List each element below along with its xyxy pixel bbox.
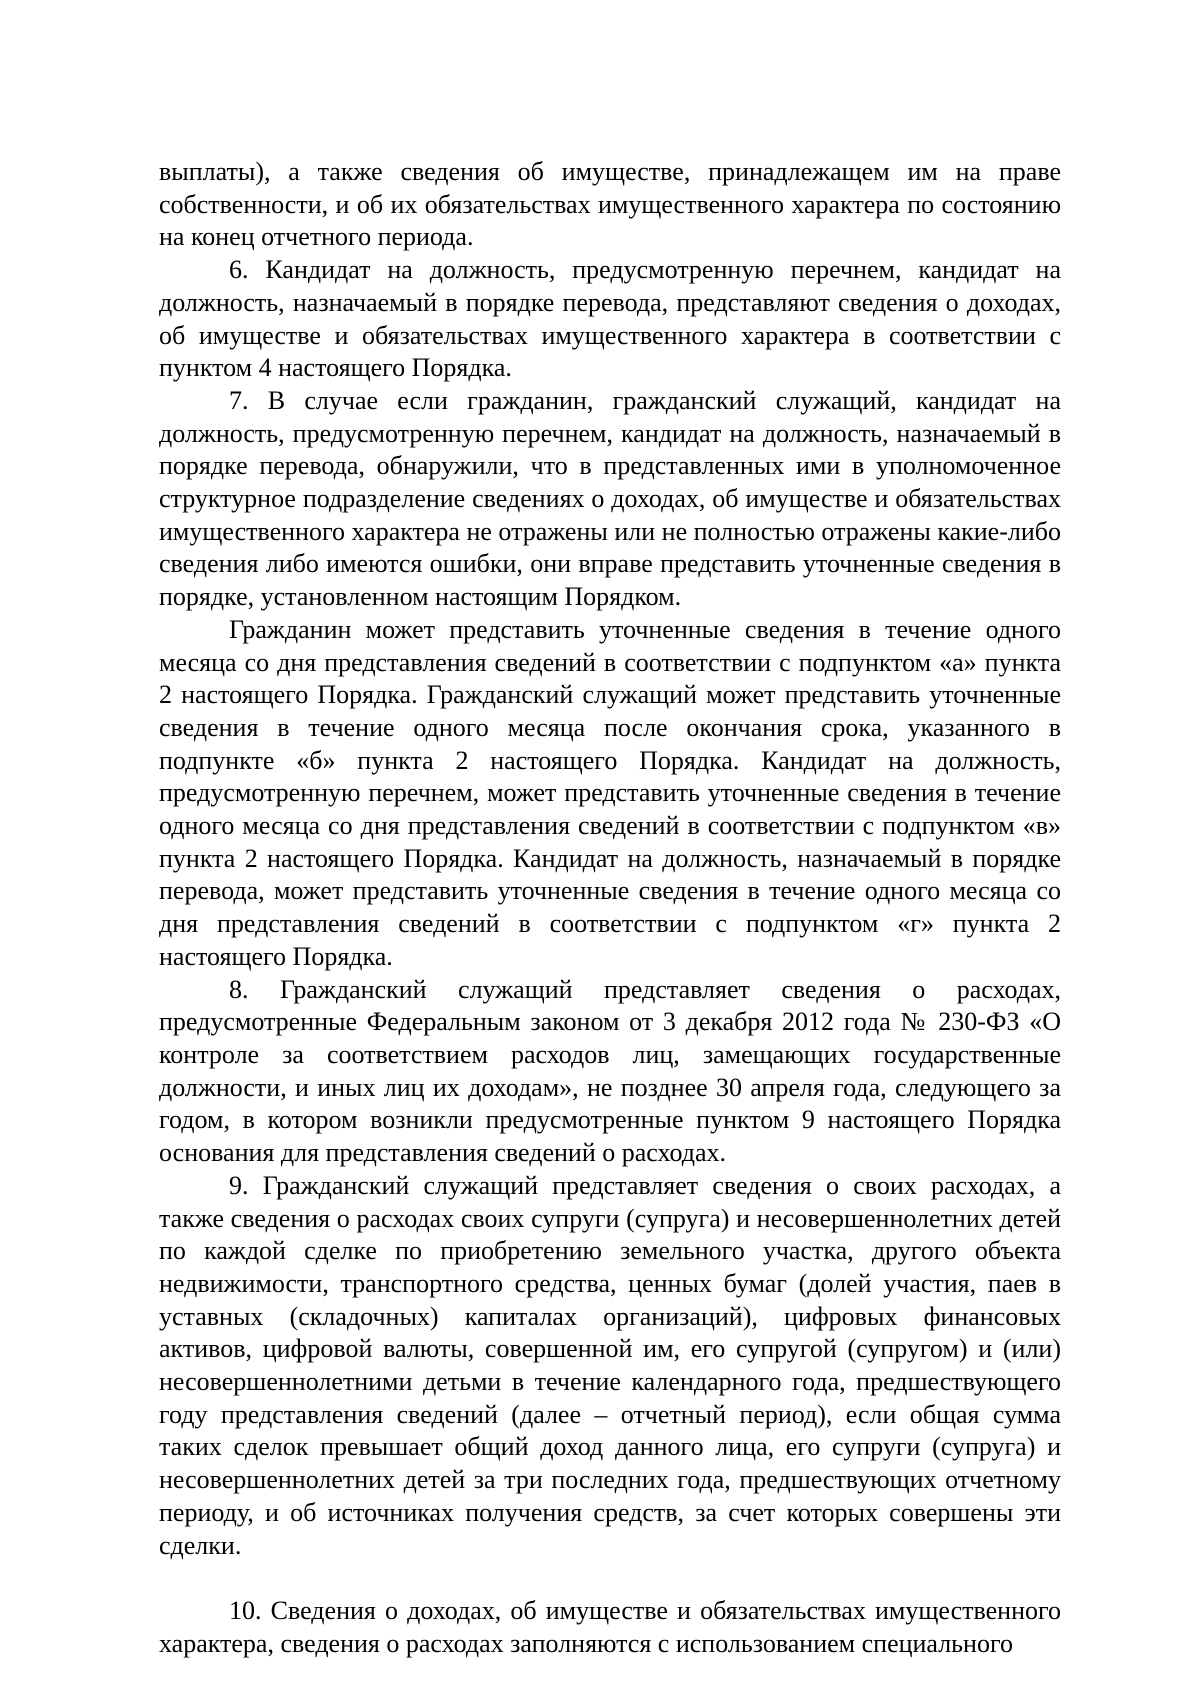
- paragraph-10: 10. Сведения о доходах, об имуществе и обязательствах имущественного характера, сведения о расходах заполняются с использованием специального: [159, 1595, 1061, 1658]
- paragraph-continuation: выплаты), а также сведения об имуществе, принадлежащем им на праве собственности, и об их обязательствах имущественного характера по состоянию на конец отчетного периода.: [159, 157, 1061, 252]
- document-body: [159, 156, 1061, 1660]
- paragraph-9: 9. Гражданский служащий представляет сведения о своих расходах, а также сведения о расходах своих супруги (супруга) и несовершеннолетних детей по каждой сделке по приобретению земельного участка, другого объекта недвижимости, транспортного средства, ценных бумаг (долей участия, паев в уставных (складочных) капиталах организаций), цифровых финансовых активов, цифровой валюты, совершенной им, его супругой (супругом) и (или) несовершеннолетними детьми в течение календарного года, предшествующего году представления сведений (далее – отчетный период), если общая сумма таких сделок превышает общий доход данного лица, его супруги (супруга) и несовершеннолетних детей за три последних года, предшествующих отчетному периоду, и об источниках получения средств, за счет которых совершены эти сделки.: [159, 1170, 1061, 1560]
- paragraph-8: 8. Гражданский служащий представляет сведения о расходах, предусмотренные Федеральным законом от 3 декабря 2012 года № 230-ФЗ «О контроле за соответствием расходов лиц, замещающих государственные должности, и иных лиц их доходам», не позднее 30 апреля года, следующего за годом, в котором возникли предусмотренные пунктом 9 настоящего Порядка основания для представления сведений о расходах.: [159, 974, 1061, 1168]
- paragraph-7: 7. В случае если гражданин, гражданский служащий, кандидат на должность, предусмотренную перечнем, кандидат на должность, назначаемый в порядке перевода, обнаружили, что в представленных ими в уполномоченное структурное подразделение сведениях о доходах, об имуществе и обязательствах имущественного характера не отражены или не полностью отражены какие-либо сведения либо имеются ошибки, они вправе представить уточненные сведения в порядке, установленном настоящим Порядком.: [159, 385, 1061, 612]
- paragraph-7-continued: Гражданин может представить уточненные сведения в течение одного месяца со дня представления сведений в соответствии с подпунктом «а» пункта 2 настоящего Порядка. Гражданский служащий может представить уточненные сведения в течение одного месяца после окончания срока, указанного в подпункте «б» пункта 2 настоящего Порядка. Кандидат на должность, предусмотренную перечнем, может представить уточненные сведения в течение одного месяца со дня представления сведений в соответствии с подпунктом «в» пункта 2 настоящего Порядка. Кандидат на должность, назначаемый в порядке перевода, может представить уточненные сведения в течение одного месяца со дня представления сведений в соответствии с подпунктом «г» пункта 2 настоящего Порядка.: [159, 614, 1061, 971]
- paragraph-6: 6. Кандидат на должность, предусмотренную перечнем, кандидат на должность, назначаемый в порядке перевода, представляют сведения о доходах, об имуществе и обязательствах имущественного характера в соответствии с пунктом 4 настоящего Порядка.: [159, 255, 1061, 383]
- paragraph-spacer: [159, 1562, 1061, 1595]
